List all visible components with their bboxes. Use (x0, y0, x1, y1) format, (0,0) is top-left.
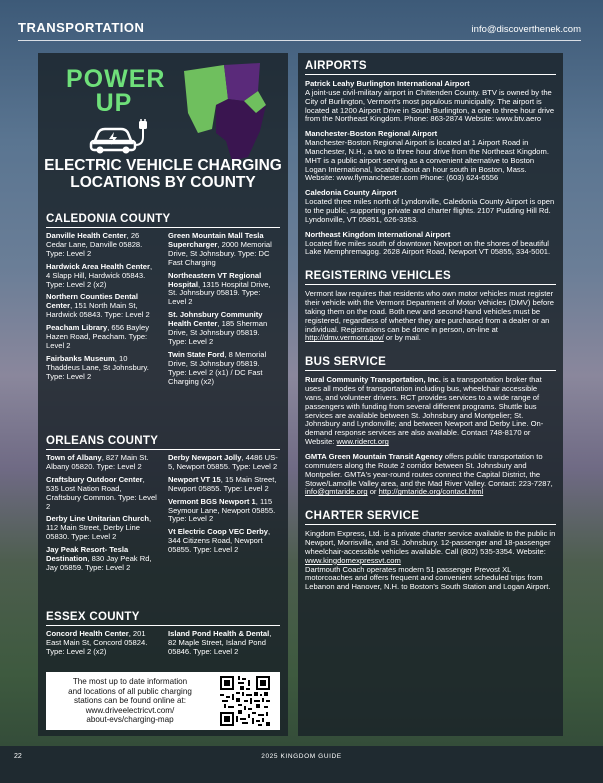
county-title: ORLEANS COUNTY (46, 435, 280, 450)
airports-heading: AIRPORTS (305, 53, 556, 75)
bus-gmta-text: GMTA Green Mountain Transit Agency offers public transportation to commuters along the Route 2 corridor between St. Johnsbury and Montpelier. GMTA's year-round routes connect the Capital District, the Stowe/Lamoille Valley area, and the Mad River Valley. Contact: 223-7287, info@gmtaride.org or http://gmtaride.org/contact.html (305, 452, 553, 497)
charging-location: Fairbanks Museum, 10 Thaddeus Lane, St Johnsbury. Type: Level 2 (46, 353, 149, 381)
essex-county-section (46, 611, 280, 661)
county-title: CALEDONIA COUNTY (46, 213, 280, 228)
county-column (46, 630, 158, 661)
charging-location: Derby Newport Jolly, 4486 US-5, Newport 05855. Type: Level 2 (168, 453, 278, 471)
charging-location: Twin State Ford, 8 Memorial Drive, St Johnsbury 05819. Type: Level 2 (x1) / DC Fast Charging (x2) (168, 349, 267, 386)
power-up-title (66, 65, 166, 117)
nek-county-map-icon (178, 61, 274, 165)
charging-location: Vermont BGS Newport 1, 115 Seymour Lane, Newport 05855. Type: Level 2 (168, 496, 276, 524)
charging-location: Danville Health Center, 26 Cedar Lane, Danville 05828. Type: Level 2 (46, 231, 143, 258)
charging-location: Craftsbury Outdoor Center, 535 Lost Nation Road, Craftsbury Common. Type: Level 2 (46, 474, 157, 511)
charging-location: Island Pond Health & Dental, 82 Maple Street, Island Pond 05846. Type: Level 2 (168, 629, 272, 656)
header-rule (18, 40, 581, 41)
power-line: POWER (66, 65, 166, 93)
header-email[interactable]: info@discoverthenek.com (471, 24, 581, 35)
charging-location: Town of Albany, 827 Main St. Albany 05820. Type: Level 2 (46, 453, 149, 471)
charging-location: Northeastern VT Regional Hospital, 1315 Hospital Drive, St. Johnsbury 05819. Type: Level 2 (168, 270, 271, 307)
charging-map-link[interactable]: www.driveelectricvt.com/ (85, 705, 175, 715)
section-title: TRANSPORTATION (18, 20, 145, 35)
registering-heading: REGISTERING VEHICLES (305, 263, 556, 285)
page-number: 22 (14, 753, 22, 760)
charging-location: Northern Counties Dental Center, 151 North Main St, Hardwick 05843. Type: Level 2 (46, 292, 150, 320)
charter-dartmouth-text: Dartmouth Coach operates modern 51 passenger Prevost XL motorcoaches and offers frequent and convenient scheduled trips from Lebanon and Hanover, N.H. to Boston's South Station and Logan Airport. (305, 564, 551, 592)
more-info-box (46, 672, 280, 730)
charging-location: Peacham Library, 656 Bayley Hazen Road, Peacham. Type: Level 2 (46, 323, 149, 350)
ev-title-line: LOCATIONS BY COUNTY (70, 174, 256, 191)
airport-entry: Patrick Leahy Burlington International Airport A joint-use civil-military airport in Chittenden County. BTV is owned by the City of Burlington, Vermont's most populous municipality. The airport is located at 1200 Airport Drive in South Burlington, a one to three hour drive from the Northeast Kingdom. Phone: 863-2874 Website: www.btv.aero (305, 79, 555, 124)
charging-location: Concord Health Center, 201 East Main St, Concord 05824. Type: Level 2 (x2) (46, 629, 148, 656)
charter-kingdom-text: Kingdom Express, Ltd. is a private charter service available to the public in Newport, Morrisville, and St. Johnsbury. 12-passenger and 18-passenger wheelchair-accessible vehicles available. Call (802) 535-3354. Website: www.kingdomexpressvt.com (305, 529, 556, 565)
county-column (168, 454, 280, 577)
charging-location: Hardwick Area Health Center, 4 Slapp Hill, Hardwick 05843. Type: Level 2 (x2) (46, 261, 153, 289)
kingdomexpress-link[interactable]: www.kingdomexpressvt.com (305, 555, 401, 565)
gmta-email-link[interactable]: info@gmtaride.org (305, 487, 368, 497)
airport-entry: Caledonia County Airport Located three miles north of Lyndonville, Caledonia County Airport is open to the public, supporting private and charter flights. 2107 Pudding Hill Rd. Lyndonville, VT 05851, 626-3353. (305, 188, 555, 224)
registering-text: Vermont law requires that residents who own motor vehicles must register their vehicle with the Vermont Department of Motor Vehicles (DMV) before taking them on the road. Both new and second-hand vehicles must be registered, regardless of whether they are purchased from a dealer or an individual. Registrations can be done in person, on-line at http://dmv.vermont.gov/ or by mail. (305, 289, 555, 343)
charter-heading: CHARTER SERVICE (305, 503, 556, 525)
orleans-county-section (46, 435, 280, 577)
county-title: ESSEX COUNTY (46, 611, 280, 626)
more-info-text: The most up to date information and locations of all public charging stations can be found online at: www.driveelectricvt.com/ about-evs/charging-map (46, 677, 214, 725)
county-column (168, 232, 280, 391)
charging-location: Newport VT 15, 15 Main Street, Newport 05855. Type: Level 2 (168, 474, 277, 493)
airport-entry: Northeast Kingdom International Airport Located five miles south of downtown Newport on the shores of beautiful Lake Memphremagog. 2628 Airport Road, Newport VT 05855, 334-5001. (305, 229, 551, 257)
caledonia-county-section (46, 213, 280, 391)
ev-charging-panel (38, 53, 288, 736)
charging-location: Derby Line Unitarian Church, 112 Main Street, Derby Line 05830. Type: Level 2 (46, 514, 152, 542)
county-column (46, 232, 158, 391)
ev-hero (38, 53, 288, 201)
bus-heading: BUS SERVICE (305, 349, 556, 371)
page-header (0, 0, 603, 44)
guide-title: 2025 KINGDOM GUIDE (261, 753, 342, 760)
bus-rct-text: Rural Community Transportation, Inc. is a transportation broker that uses all modes of transportation including bus, wheelchair accessible vans, and volunteer drivers. RCT provides services to a wide range of passengers with funding from several different programs. Shuttle bus services are available between St. Johnsbury and Montpelier; St. Johnsbury and Lyndonville; and between Newport and Derby Line. On-demand response services are also available. Contact 748-8170 or Website: www.riderct.org (305, 375, 544, 447)
page-footer (0, 746, 603, 783)
dmv-link[interactable]: http://dmv.vermont.gov/ (305, 333, 384, 343)
charging-map-link[interactable]: about-evs/charging-map (86, 715, 174, 725)
up-line: UP (95, 89, 133, 117)
ev-charging-title (38, 157, 288, 191)
charging-location: Vt Electric Coop VEC Derby, 344 Citizens Road, Newport 05855. Type: Level 2 (168, 527, 271, 555)
county-column (46, 454, 158, 577)
ev-car-plug-icon (88, 119, 152, 155)
charging-location: Green Mountain Mall Tesla Supercharger, 2000 Memorial Drive, St Johnsbury. Type: DC Fast Charging (168, 231, 272, 267)
qr-code-icon[interactable] (220, 676, 270, 726)
transportation-panel (298, 53, 563, 736)
airport-entry: Manchester-Boston Regional Airport Manchester-Boston Regional Airport is located at 1 Airport Road in Manchester, N.H., a two to three hour drive from the Northeast Kingdom. MHT is a public airport serving as a convenient alternative to Boston Logan International, located about an hour south in Boston, Mass. Website: www.flymanchester.com Phone: (603) 624-6556 (305, 129, 549, 183)
charging-location: Jay Peak Resort- Tesla Destination, 830 Jay Peak Rd, Jay 05859. Type: Level 2 (46, 545, 152, 572)
county-column (168, 630, 280, 661)
gmta-contact-link[interactable]: http://gmtaride.org/contact.html (378, 487, 484, 497)
charging-location: St. Johnsbury Community Health Center, 185 Sherman Drive, St Johnsbury 05819. Type: Level 2 (168, 310, 268, 346)
ev-title-line: ELECTRIC VEHICLE CHARGING (44, 157, 282, 174)
riderct-link[interactable]: www.riderct.org (336, 437, 389, 447)
